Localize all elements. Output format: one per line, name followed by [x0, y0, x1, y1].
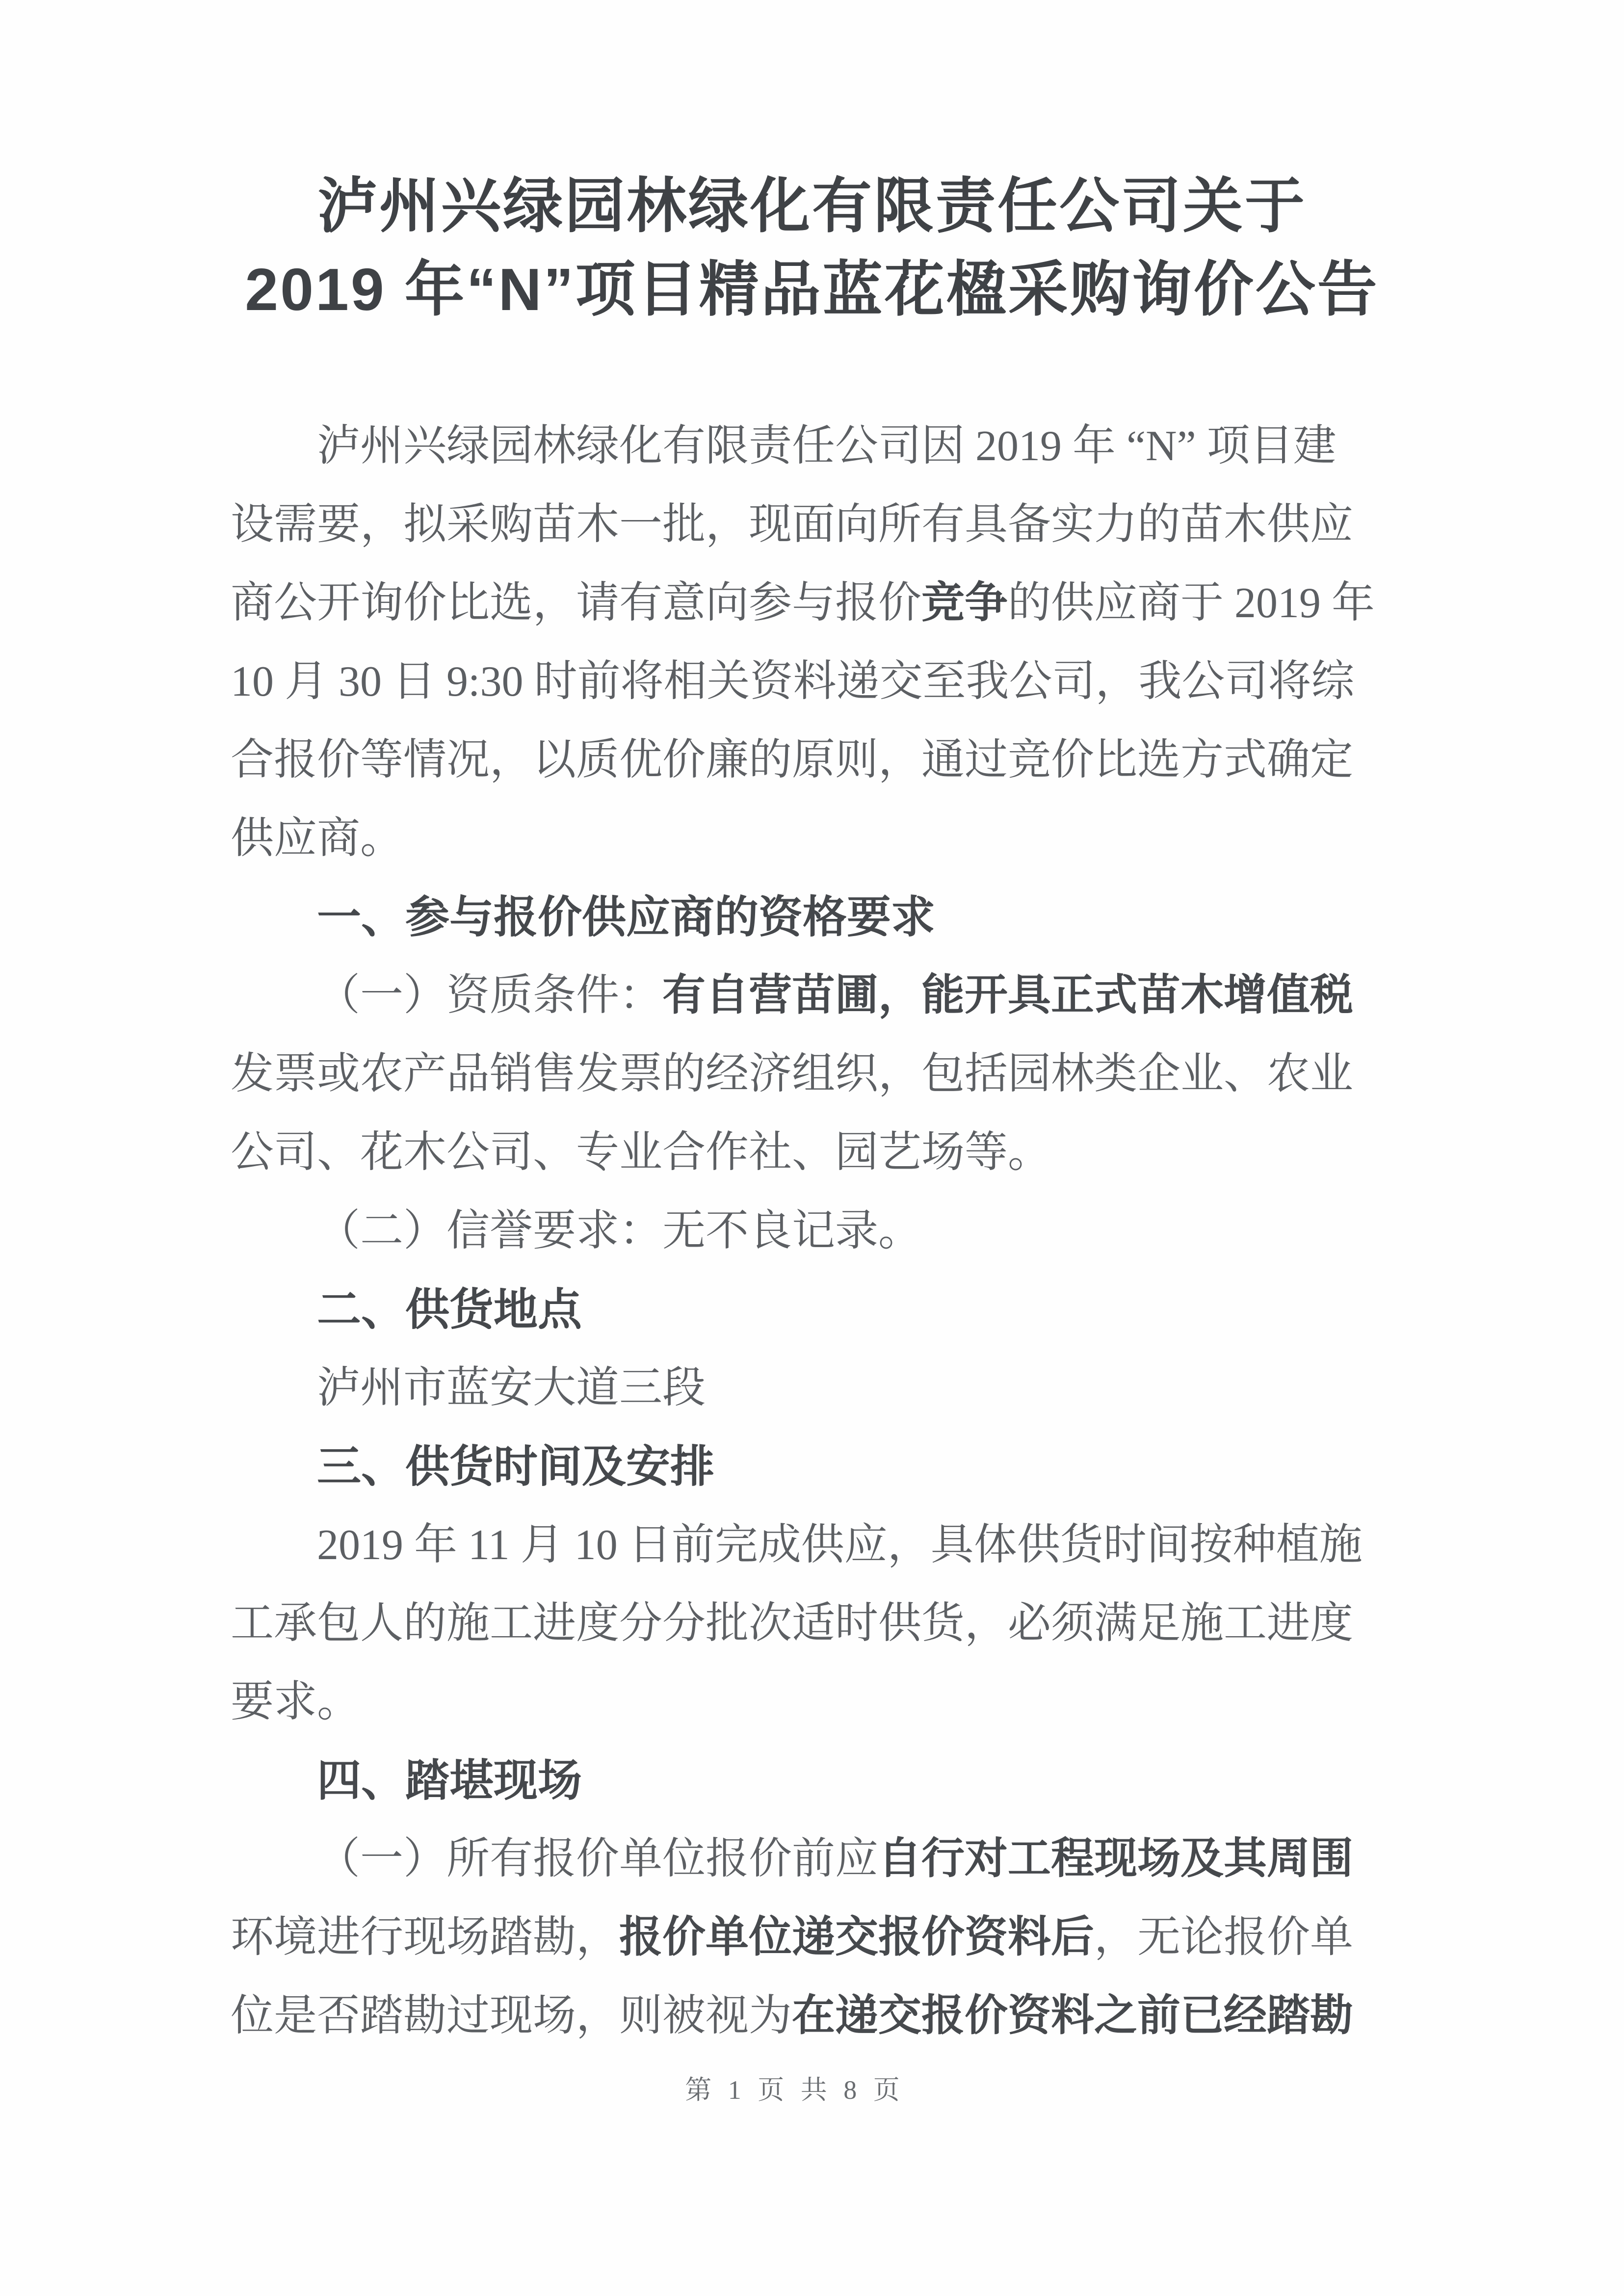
text-line: [231, 1349, 1357, 1428]
text-run: 2019 年 11 月 10 日前完成供应，具体供货时间按种植施: [317, 1521, 1362, 1569]
text-run: 环境进行现场踏勘，: [231, 1914, 620, 1961]
text-line: [231, 1820, 1357, 1899]
text-run: 发票或农产品销售发票的经济组织，包括园林类企业、农业: [231, 1050, 1354, 1098]
text-run: 合报价等情况，以质优价廉的原则，通过竞价比选方式确定: [231, 736, 1354, 784]
text-line: [231, 564, 1375, 643]
text-line: [231, 1506, 1362, 1585]
text-line: [231, 1977, 1357, 2056]
emphasized-text-run: 自行对工程现场及其周围: [878, 1835, 1354, 1883]
text-line: [231, 800, 1357, 878]
text-run: 工承包人的施工进度分分批次适时供货，必须满足施工进度: [231, 1600, 1354, 1647]
text-line: [231, 1114, 1357, 1192]
section-heading: [231, 1428, 1357, 1506]
text-run: 四、踏堪现场: [317, 1756, 582, 1805]
document-body: [231, 407, 1375, 2056]
text-run: 泸州市蓝安大道三段: [317, 1364, 706, 1412]
text-run: 商公开询价比选，请有意向参与报价: [231, 579, 922, 627]
text-run: （一）所有报价单位报价前应: [317, 1835, 879, 1883]
text-line: [231, 721, 1357, 800]
text-line: [231, 957, 1357, 1035]
emphasized-text-run: 竞争: [921, 579, 1008, 627]
title-line-1: 泸州兴绿园林绿化有限责任公司关于: [317, 173, 1307, 239]
text-run: 二、供货地点: [317, 1285, 582, 1334]
text-run: 一、参与报价供应商的资格要求: [317, 893, 935, 942]
document-title: [0, 0, 1624, 331]
text-line: [231, 407, 1357, 486]
text-run: 供应商。: [231, 815, 404, 862]
text-line: [231, 1663, 1357, 1742]
section-heading: [231, 878, 1357, 957]
section-heading: [231, 1271, 1357, 1349]
text-run: 三、供货时间及安排: [317, 1442, 714, 1491]
text-line: [231, 1035, 1357, 1114]
text-line: [231, 1192, 1357, 1271]
text-run: ，无论报价单: [1094, 1914, 1354, 1961]
text-run: 的供应商于 2019 年: [1008, 579, 1375, 627]
text-run: 泸州兴绿园林绿化有限责任公司因 2019 年 “N” 项目建: [317, 422, 1336, 470]
text-run: 要求。: [231, 1678, 361, 1726]
text-run: 10 月 30 日 9:30 时前将相关资料递交至我公司，我公司将综: [231, 658, 1355, 705]
text-line: [231, 1585, 1357, 1663]
text-run: 公司、花木公司、专业合作社、园艺场等。: [231, 1129, 1051, 1176]
text-run: （二）信誉要求：无不良记录。: [317, 1207, 922, 1255]
emphasized-text-run: 在递交报价资料之前已经踏勘: [792, 1992, 1354, 2040]
text-line: [231, 1899, 1357, 1977]
text-run: （一）资质条件：: [317, 972, 663, 1019]
title-line-2: 2019 年“N”项目精品蓝花楹采购询价公告: [245, 256, 1379, 323]
section-heading: [231, 1742, 1357, 1820]
page-footer: [0, 2063, 1590, 2117]
emphasized-text-run: 有自营苗圃，能开具正式苗木增值税: [662, 972, 1354, 1019]
text-line: [231, 486, 1357, 564]
emphasized-text-run: 报价单位递交报价资料后: [619, 1914, 1095, 1961]
text-run: 位是否踏勘过现场，则被视为: [231, 1992, 792, 2040]
text-run: 设需要，拟采购苗木一批，现面向所有具备实力的苗木供应: [231, 501, 1354, 548]
text-line: [231, 643, 1357, 721]
page-number: 第 1 页 共 8 页: [685, 2075, 905, 2105]
